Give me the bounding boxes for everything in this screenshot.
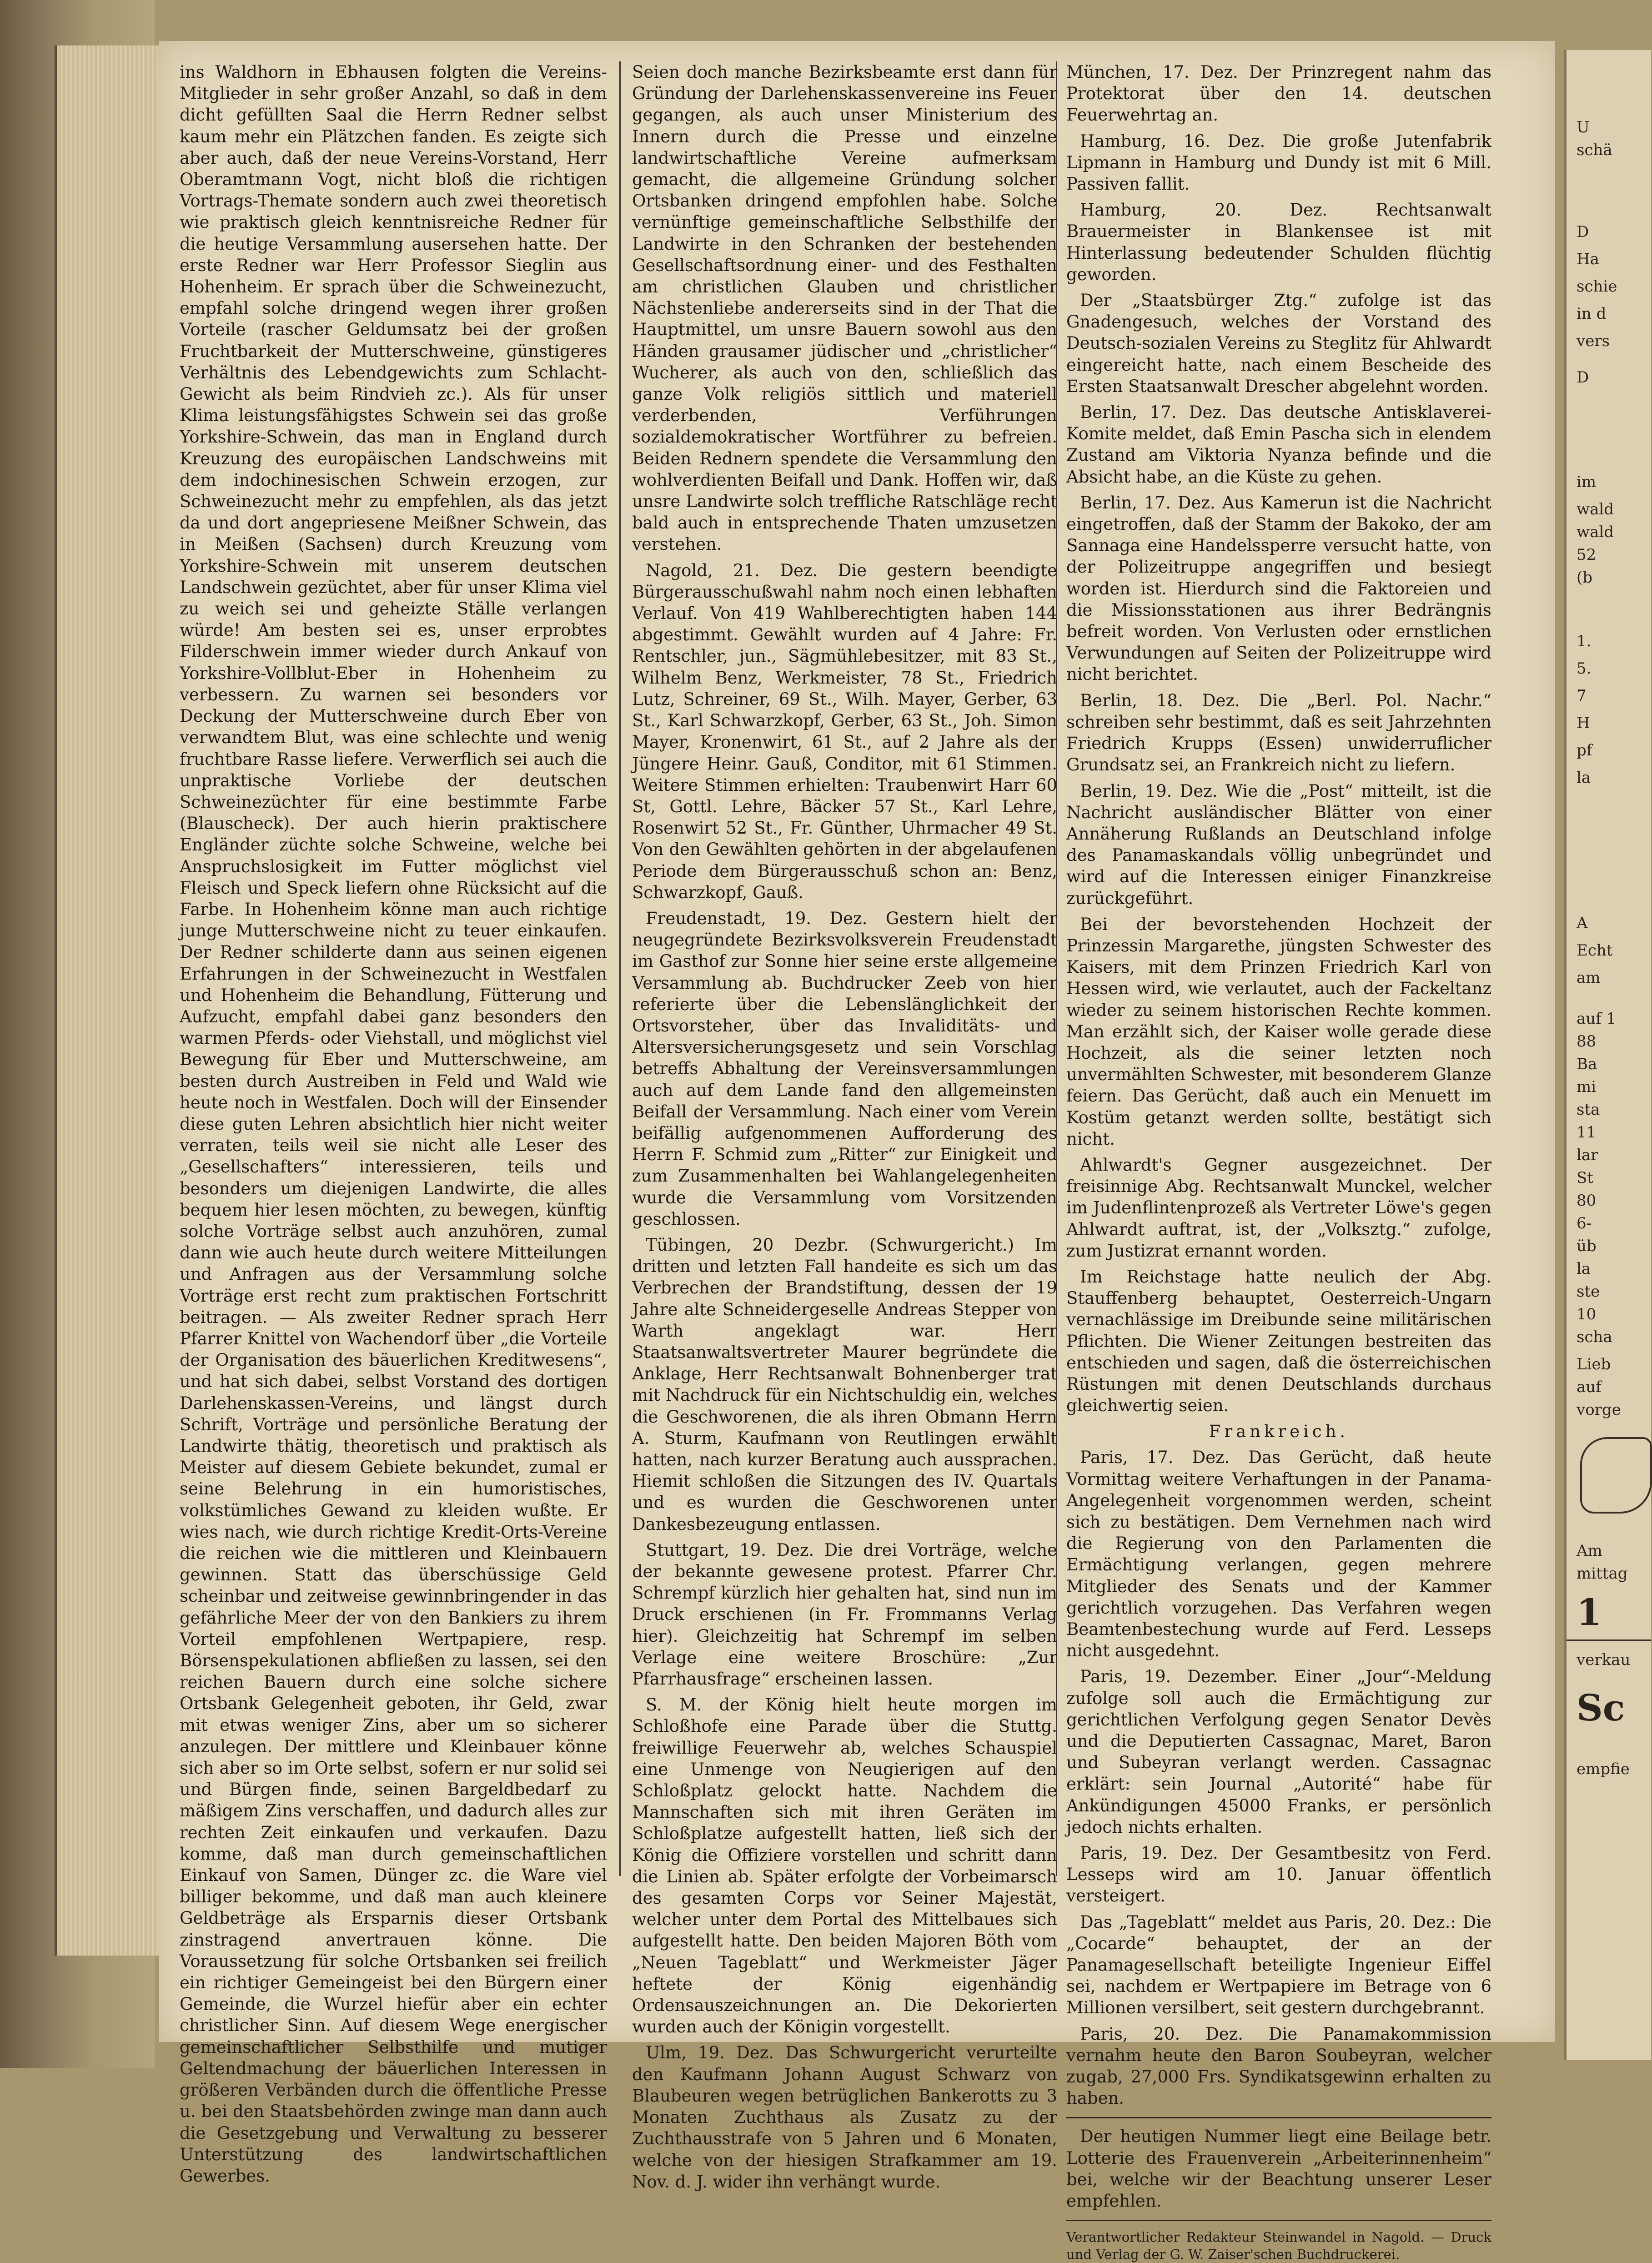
fragment-text: scha bbox=[1577, 1328, 1612, 1346]
fragment-text: A bbox=[1577, 914, 1588, 932]
fragment-text: 10 bbox=[1577, 1305, 1597, 1323]
fragment-text: Ha bbox=[1577, 250, 1599, 268]
fragment-text: 11 bbox=[1577, 1123, 1597, 1142]
divider bbox=[1066, 2117, 1491, 2118]
fragment-text: lar bbox=[1577, 1146, 1598, 1164]
news-item: Berlin, 18. Dez. Die „Berl. Pol. Nachr.“ schreiben sehr bestimmt, daß es seit Jahrzehnten Friedrich Krupps (Essen) unwiderruflicher Grundsatz sei, an Frankreich nicht zu liefern. bbox=[1066, 690, 1491, 775]
facing-page-edge bbox=[1564, 50, 1651, 2060]
page-stack bbox=[55, 45, 162, 1956]
fragment-text: H bbox=[1577, 714, 1590, 732]
news-item: Im Reichstage hatte neulich der Abg. Stauffenberg behauptet, Oesterreich-Ungarn vernachlässige im Dreibunde seine militärischen Pflichten. Die Wiener Zeitungen bestreiten das entschieden und sagen, daß die österreichischen Rüstungen mit denen Deutschlands durchaus gleichwertig seien. bbox=[1066, 1267, 1491, 1416]
news-item-stuttgart-parade: S. M. der König hielt heute morgen im Schloßhofe eine Parade über die Stuttg. freiwillige Feuerwehr ab, welches Schauspiel eine Unmenge von Neugierigen auf den Schloßplatz gelockt hatte. Nachdem die Mannschaften sich mit ihren Geräten im Schloßplatze aufgestellt hatten, ließ sich der König die Offiziere vorstellen und schritt dann die Linien ab. Später erfolgte der Vorbeimarsch des gesamten Corps vor Seiner Majestät, welcher unter dem Portal des Mittelbaues sich aufgestellt hatte. Den beiden Majoren Böth vom „Neuen Tageblatt“ und Werkmeister Jäger heftete der König eigenhändig Ordensauszeichnungen an. Die Dekorierten wurden auch der Königin vorgestellt. bbox=[632, 1695, 1057, 2037]
fragment-text: (b bbox=[1577, 568, 1593, 587]
fragment-text: verkau bbox=[1577, 1651, 1631, 1669]
fragment-text: üb bbox=[1577, 1237, 1597, 1255]
fragment-text: U bbox=[1577, 118, 1590, 136]
fragment-text: Am bbox=[1577, 1542, 1602, 1560]
news-item: Hamburg, 20. Dez. Rechtsanwalt Brauermeister in Blankensee ist mit Hinterlassung bedeutender Schulden flüchtig geworden. bbox=[1066, 200, 1491, 284]
news-item: Bei der bevorstehenden Hochzeit der Prinzessin Margarethe, jüngsten Schwester des Kaisers, mit dem Prinzen Friedrich Karl von Hessen wird, wie verlautet, auch der Fackeltanz wieder zu seinem historischen Rechte kommen. Man erzählt sich, der Kaiser wolle gerade diese Hochzeit, als die seiner letzten noch unvermählten Schwester, mit besonderem Glanze feiern. Das Gerücht, daß auch ein Menuett im Kostüm getanzt werden sollte, bestätigt sich nicht. bbox=[1066, 914, 1491, 1149]
news-item: Paris, 19. Dezember. Einer „Jour“-Meldung zufolge soll auch die Ermächtigung zur gerichtlichen Verfolgung gegen Senator Devès und die Deputierten Cassagnac, Maret, Baron und Subeyran verlangt werden. Cassagnac erklärt: sein Journal „Autorité“ habe für Ankündigungen 45000 Franks, er persönlich jedoch nichts erhalten. bbox=[1066, 1667, 1491, 1837]
fragment-text: la bbox=[1577, 769, 1591, 787]
news-item: Das „Tageblatt“ meldet aus Paris, 20. Dez.: Die „Cocarde“ behauptet, der an der Panamagesellschaft beteiligte Ingenieur Eiffel sei, nachdem er Wertpapiere im Betrage von 6 Millionen versilbert, seit gestern durchgebrannt. bbox=[1066, 1912, 1491, 2018]
fragment-text: wald bbox=[1577, 523, 1614, 541]
news-item: Hamburg, 16. Dez. Die große Jutenfabrik Lipmann in Hamburg und Dundy ist mit 6 Mill. Passiven fallit. bbox=[1066, 131, 1491, 194]
news-item-freudenstadt: Freudenstadt, 19. Dez. Gestern hielt der neugegründete Bezirksvolksverein Freudenstadt im Gasthof zur Sonne hier seine erste allgemeine Versammlung ab. Buchdrucker Zeeb von hier referierte über die Lebenslänglichkeit der Ortsvorsteher, über das Invaliditäts- und Altersversicherungsgesetz und sein Vorschlag betreffs Abhaltung der Vereinsversammlungen auch auf dem Lande fand den allgemeinsten Beifall der Versammlung. Nach einer vom Verein beifällig aufgenommenen Aufforderung des Herrn F. Schmid zum „Ritter“ zur Einigkeit und zum Zusammenhalten bei Wahlangelegenheiten wurde die Versammlung vom Vorsitzenden geschlossen. bbox=[632, 908, 1057, 1229]
fragment-text: mittag bbox=[1577, 1564, 1628, 1583]
fragment-text: in d bbox=[1577, 305, 1607, 323]
news-item: München, 17. Dez. Der Prinzregent nahm das Protektorat über den 14. deutschen Feuerwehrtag an. bbox=[1066, 62, 1491, 125]
fragment-text: am bbox=[1577, 969, 1601, 987]
fragment-text: pf bbox=[1577, 741, 1592, 759]
news-item: Der „Staatsbürger Ztg.“ zufolge ist das Gnadengesuch, welches der Vorstand des Deutsch-sozialen Vereins zu Steglitz für Ahlwardt eingereicht hatte, nach einem Bescheide des Ersten Staatsanwalt Drescher abgelehnt worden. bbox=[1066, 291, 1491, 396]
fragment-text: 1 bbox=[1577, 1591, 1602, 1634]
fragment-text: schä bbox=[1577, 141, 1612, 159]
fragment-text: vers bbox=[1577, 332, 1610, 350]
divider bbox=[1066, 2220, 1491, 2221]
ornament-illustration bbox=[1580, 1437, 1652, 1514]
fragment-text: Sc bbox=[1577, 1686, 1625, 1729]
fragment-text: auf 1 bbox=[1577, 1010, 1617, 1028]
fragment-text: Echt bbox=[1577, 941, 1613, 960]
supplement-notice: Der heutigen Nummer liegt eine Beilage betr. Lotterie des Frauenverein „Arbeiterinnenheim“ bei, welche wir der Beachtung unserer Leser empfehlen. bbox=[1066, 2127, 1491, 2211]
article-column-2 bbox=[632, 61, 1057, 2192]
fragment-text: 5. bbox=[1577, 659, 1592, 678]
fragment-text: 6- bbox=[1577, 1214, 1592, 1232]
divider bbox=[1567, 1639, 1651, 1641]
fragment-text: ste bbox=[1577, 1282, 1600, 1301]
fragment-text: D bbox=[1577, 368, 1589, 387]
fragment-text: D bbox=[1577, 223, 1589, 241]
fragment-text: empfie bbox=[1577, 1760, 1630, 1778]
fragment-text: 88 bbox=[1577, 1032, 1597, 1051]
fragment-text: 1. bbox=[1577, 632, 1592, 650]
news-item-tuebingen: Tübingen, 20 Dezbr. (Schwurgericht.) Im dritten und letzten Fall handeite es sich um das Verbrechen der Brandstiftung, dessen der 19 Jahre alte Schneidergeselle Andreas Stepper von Warth angeklagt war. Herr Staatsanwaltsvertreter Maurer begründete die Anklage, Herr Rechtsanwalt Bohnenberger trat mit Nachdruck für ein Nichtschuldig ein, welches die Geschworenen, die als ihren Obmann Herrn A. Sturm, Kaufmann von Reutlingen erwählt hatten, nach kurzer Beratung auch aussprachen. Hiemit schloßen die Sitzungen des IV. Quartals und es wurden die Geschworenen unter Dankesbezeugung entlassen. bbox=[632, 1235, 1057, 1534]
fragment-text: 80 bbox=[1577, 1192, 1597, 1210]
article-paragraph: Seien doch manche Bezirksbeamte erst dann für Gründung der Darlehenskassenvereine ins Feuer gegangen, als auch unser Ministerium des Innern durch die Presse und einzelne landwirtschaftliche Vereine aufmerksam gemacht, die allgemeine Gründung solcher Ortsbanken dringend empfohlen habe. Solche vernünftige gemeinschaftliche Selbsthilfe der Landwirte in den Schranken der bestehenden Gesellschaftsordnung einer- und des Festhalten am christlichen Glauben und christlicher Nächstenliebe andererseits sind in der That die Hauptmittel, um unsre Bauern sowohl aus den Händen grausamer jüdischer und „christlicher“ Wucherer, als auch von den, schließlich das ganze Volk religiös sittlich und materiell verderbenden, Verführungen sozialdemokratischer Wortführer zu befreien. Beiden Rednern spendete die Versammlung den wohlverdienten Beifall und Dank. Hoffen wir, daß unsre Landwirte solch treffliche Ratschläge recht bald auch in entsprechende Thaten umzusetzen verstehen. bbox=[632, 62, 1057, 554]
news-item: Ahlwardt's Gegner ausgezeichnet. Der freisinnige Abg. Rechtsanwalt Munckel, welcher im Judenflintenprozeß als Vertreter Löwe's gegen Ahlwardt auftrat, ist, der „Volksztg.“ zufolge, zum Justizrat ernannt worden. bbox=[1066, 1155, 1491, 1261]
fragment-text: Ba bbox=[1577, 1055, 1597, 1073]
fragment-text: auf bbox=[1577, 1378, 1602, 1396]
imprint: Verantwortlicher Redakteur Steinwandel in Nagold. — Druck und Verlag der G. W. Zaiser'schen Buchdruckerei. bbox=[1066, 2229, 1491, 2263]
fragment-text: 52 bbox=[1577, 546, 1597, 564]
news-item-stuttgart: Stuttgart, 19. Dez. Die drei Vorträge, welche der bekannte gewesene protest. Pfarrer Chr. Schrempf kürzlich hier gehalten hat, sind nun im Druck erschienen (in Fr. Frommanns Verlag hier). Gleichzeitig hat Schrempf im selben Verlage eine weitere Broschüre: „Zur Pfarrhausfrage“ erscheinen lassen. bbox=[632, 1540, 1057, 1689]
news-item: Paris, 17. Dez. Das Gerücht, daß heute Vormittag weitere Verhaftungen in der Panama-Angelegenheit vorgenommen werden, scheint sich zu bestätigen. Dem Vernehmen nach wird die Regierung von den Parlamenten die Ermächtigung verlangen, gegen mehrere Mitglieder des Senats und der Kammer gerichtlich vorzugehen. Das Verfahren wegen Beamtenbestechung wurde auf Ferd. Lesseps nicht ausgedehnt. bbox=[1066, 1448, 1491, 1661]
news-item: Paris, 19. Dez. Der Gesamtbesitz von Ferd. Lesseps wird am 10. Januar öffentlich versteigert. bbox=[1066, 1843, 1491, 1906]
article-column-3 bbox=[1066, 61, 1491, 2263]
fragment-text: mi bbox=[1577, 1078, 1597, 1096]
fragment-text: 7 bbox=[1577, 687, 1587, 705]
news-item: Paris, 20. Dez. Die Panamakommission vernahm heute den Baron Soubeyran, welcher zugab, 27,000 Frs. Syndikatsgewinn erhalten zu haben. bbox=[1066, 2024, 1491, 2108]
section-heading-frankreich: Frankreich. bbox=[1209, 1422, 1349, 1442]
fragment-text: im bbox=[1577, 473, 1597, 491]
article-paragraph: ins Waldhorn in Ebhausen folgten die Vereins-Mitglieder in sehr großer Anzahl, so daß in dem dicht gefüllten Saal die Herrn Redner selbst kaum mehr ein Plätzchen fanden. Es zeigte sich aber auch, daß der neue Vereins-Vorstand, Herr Oberamtmann Vogt, nicht bloß die richtigen Vortrags-Themate sondern auch zwei theoretisch wie praktisch gleich kenntnisreiche Redner für die heutige Versammlung ausersehen hatte. Der erste Redner war Herr Professor Sieglin aus Hohenheim. Er sprach über die Schweinezucht, empfahl solche dringend wegen ihrer großen Vorteile (rascher Geldumsatz bei der großen Fruchtbarkeit der Mutterschweine, günstigeres Verhältnis des Lebendgewichts zum Schlacht-Gewicht als beim Rindvieh zc.). Als für unser Klima leistungsfähigstes Schwein sei das große Yorkshire-Schwein, das man in England durch Kreuzung des europäischen Landschweins mit dem indochinesischen Schwein erzogen, zur Schweinezucht mehr zu empfehlen, als das jetzt da und dort angepriesene Meißner Schwein, das in Meißen (Sachsen) durch Kreuzung vom Yorkshire-Schwein mit unserem deutschen Landschwein gezüchtet, aber für unser Klima viel zu weich sei und geheizte Ställe verlangen würde! Am besten sei es, unser erprobtes Filderschwein immer wieder durch Ankauf von Yorkshire-Vollblut-Eber in Hohenheim zu verbessern. Zu warnen sei besonders vor Deckung der Mutterschweine durch Eber von verwandtem Blut, was eine schlechte und wenig fruchtbare Rasse liefere. Verwerflich sei auch die unpraktische Vorliebe der deutschen Schweinezüchter für eine bestimmte Farbe (Blauscheck). Der auch hierin praktischere Engländer züchte solche Schweine, welche bei Anspruchslosigkeit im Futter möglichst viel Fleisch und Speck liefern ohne Rücksicht auf die Farbe. In Hohenheim könne man auch richtige junge Mutterschweine nicht zu teuer einkaufen. Der Redner schilderte dann aus seinen eigenen Erfahrungen in der Schweinezucht in Westfalen und Hohenheim die Behandlung, Fütterung und Aufzucht, empfahl dabei ganz besonders den warmen Pferds- oder Viehstall, und möglichst viel Bewegung für Eber und Mutterschweine, am besten durch Austreiben in Feld und Wald wie heute noch in Westfalen. Doch will der Einsender diese guten Lehren absichtlich hier nicht weiter verraten, teils weil sie nicht alle Leser des „Gesellschafters“ interessieren, teils und besonders um diejenigen Landwirte, die alles bequem hier lesen möchten, zu bewegen, künftig solche Vorträge selbst auch anzuhören, zumal dann wie auch heute durch weitere Mitteilungen und Anfragen aus der Versammlung solche Vorträge erst recht zum praktischen Fortschritt beitragen. — Als zweiter Redner sprach Herr Pfarrer Knittel von Wachendorf über „die Vorteile der Organisation des bäuerlichen Kreditwesens“, und hat sich dabei, selbst Vorstand des dortigen Darlehenskassen-Vereins, und längst durch Schrift, Vorträge und persönliche Beratung der Landwirte thätig, theoretisch und praktisch als Meister auf diesem Gebiete bekundet, zumal er seine Belehrung in ein humoristisches, volkstümliches Gewand zu kleiden wußte. Er wies nach, wie durch richtige Kredit-Orts-Vereine die reichen wie die mittleren und Kleinbauern gewinnen. Statt das überschüssige Geld scheinbar und zeitweise gewinnbringender in das gefährliche Meer der von den Bankiers zu ihrem Vorteil empfohlenen Wertpapiere, resp. Börsenspekulationen abfließen zu lassen, sei den reichen Bauern durch eine solche sichere Ortsbank Gelegenheit geboten, ihr Geld, zwar mit etwas weniger Zins, aber um so sicherer anzulegen. Der mittlere und Kleinbauer könne sich aber so im Orte selbst, sofern er nur solid sei und Bürgen finde, seinen Bargeldbedarf zu mäßigem Zins verschaffen, und dadurch alles zur rechten Zeit einkaufen und verkaufen. Dazu komme, daß man durch gemeinschaftlichen Einkauf von Samen, Dünger zc. die Ware viel billiger bekomme, und daß man auch kleinere Geldbeträge als Ersparnis dieser Ortsbank zinstragend anvertrauen könne. Die Voraussetzung für solche Ortsbanken sei freilich ein richtiger Gemeingeist bei den Bürgern einer Gemeinde, die Wurzel hiefür aber ein echter christlicher Sinn. Auf diesem Wege energischer gemeinschaftlicher Selbsthilfe und mutiger Geltendmachung der bäuerlichen Interessen in größeren Verbänden durch die öffentliche Presse u. bei den Staatsbehörden zwinge man dann auch die Gesetzgebung und Verwaltung zu besserer Unterstützung des landwirtschaftlichen Gewerbes. bbox=[180, 62, 607, 2186]
fragment-text: Lieb bbox=[1577, 1355, 1611, 1373]
fragment-text: schie bbox=[1577, 277, 1617, 296]
fragment-text: sta bbox=[1577, 1101, 1600, 1119]
article-column-1 bbox=[180, 61, 607, 2186]
news-item: Berlin, 17. Dez. Aus Kamerun ist die Nachricht eingetroffen, daß der Stamm der Bakoko, der am Sannaga eine Handelssperre versucht hatte, von der Polizeitruppe angegriffen und besiegt worden ist. Hierdurch sind die Faktoreien und die Missionsstationen aus ihrer Bedrängnis befreit worden. Von Verlusten oder ernstlichen Verwundungen auf Seiten der Polizeitruppe wird nicht berichtet. bbox=[1066, 493, 1491, 684]
news-item-nagold: Nagold, 21. Dez. Die gestern beendigte Bürgerausschußwahl nahm noch einen lebhaften Verlauf. Von 419 Wahlberechtigten haben 144 abgestimmt. Gewählt wurden auf 4 Jahre: Fr. Rentschler, jun., Sägmühlebesitzer, mit 83 St., Wilhelm Benz, Werkmeister, 78 St., Friedrich Lutz, Schreiner, 69 St., Wilh. Mayer, Gerber, 63 St., Karl Schwarzkopf, Gerber, 63 St., Joh. Simon Mayer, Kronenwirt, 61 St., auf 2 Jahre als der Jüngere Heinr. Gauß, Conditor, mit 61 Stimmen. Weitere Stimmen erhielten: Traubenwirt Harr 60 St, Gottl. Lehre, Bäcker 57 St., Karl Lehre, Rosenwirt 52 St., Fr. Günther, Uhrmacher 49 St. Von den Gewählten gehörten in der abgelaufenen Periode dem Bürgerausschuß schon an: Benz, Schwarzkopf, Gauß. bbox=[632, 560, 1057, 902]
fragment-text: St bbox=[1577, 1169, 1593, 1187]
news-item: Berlin, 19. Dez. Wie die „Post“ mitteilt, ist die Nachricht ausländischer Blätter von einer Annäherung Rußlands an Deutschland infolge des Panamaskandals völlig unbegründet und wird auf die Interessen einiger Finanzkreise zurückgeführt. bbox=[1066, 781, 1491, 908]
fragment-text: la bbox=[1577, 1260, 1591, 1278]
fragment-text: vorge bbox=[1577, 1401, 1621, 1419]
fragment-text: wald bbox=[1577, 500, 1614, 518]
column-rule bbox=[619, 61, 621, 1876]
news-item-ulm: Ulm, 19. Dez. Das Schwurgericht verurteilte den Kaufmann Johann August Schwarz von Blaubeuren wegen betrüglichen Bankerotts zu 3 Monaten Zuchthaus als Zusatz zu der Zuchthausstrafe von 5 Jahren und 6 Monaten, welche von der hiesigen Strafkammer am 19. Nov. d. J. wider ihn verhängt wurde. bbox=[632, 2043, 1057, 2192]
news-item: Berlin, 17. Dez. Das deutsche Antisklaverei-Komite meldet, daß Emin Pascha sich in elendem Zustand am Viktoria Nyanza befinde und die Absicht habe, an die Küste zu gehen. bbox=[1066, 402, 1491, 487]
